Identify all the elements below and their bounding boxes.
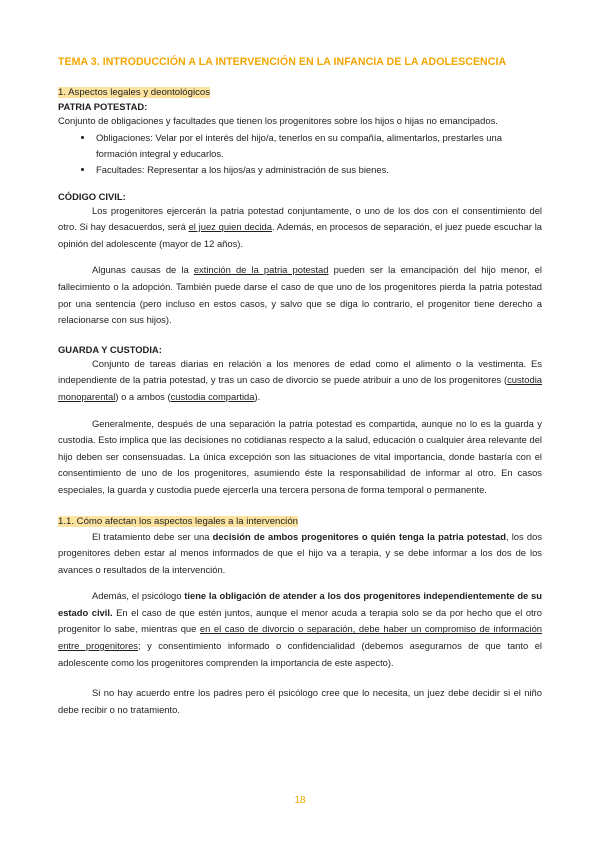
patria-potestad-heading: PATRIA POTESTAD: [58,101,148,112]
guarda-custodia-paragraph-1 [58,356,542,406]
bold-text: tiene la obligación de atender a los dos progenitores independientemente de su estado civil. [58,590,542,618]
text-span: ) o a ambos ( [115,390,171,402]
page-number: 18 [294,795,306,806]
underlined-text: extinción de la patria potestad [193,264,329,276]
bullet-obligaciones: • Obligaciones: Velar por el interés del hijo/a, tenerlos en su compañía, alimentarlos, prestarles una formación integral y educarlos. [94,130,542,162]
underlined-text: custodia compartida [170,390,255,402]
subsection-heading-text: 1.1. Cómo afectan los aspectos legales a la intervención [58,515,298,527]
text-span: ). [254,390,261,402]
text-span: Algunas causas de la [92,264,194,276]
text-span: El tratamiento debe ser una [92,530,213,542]
text-span: Además, el psicólogo [92,590,185,602]
document-title: TEMA 3. INTRODUCCIÓN A LA INTERVENCIÓN EN LA INFANCIA DE LA ADOLESCENCIA [58,56,507,68]
section-heading [58,84,542,100]
intervencion-paragraph-1 [58,529,542,579]
codigo-civil-paragraph-2 [58,262,542,328]
text-span: En el caso de que estén juntos, aunque el menor acuda a terapia solo se da por hecho que el otro progenitor lo sabe, mientras que [58,606,542,635]
bullet-facultades: • Facultades: Representar a los hijos/as y administración de sus bienes. [94,162,542,178]
document-page [58,56,542,718]
bold-text: decisión de ambos progenitores o quién tenga la patria potestad [212,530,506,542]
text-span: Conjunto de tareas diarias en relación a los menores de edad como el alimento o la vestimenta. Es independiente de la patria potestad, y tras un caso de divorcio se puede atribuir a uno de los progenitores ( [58,357,542,386]
intervencion-paragraph-3: Si no hay acuerdo entre los padres pero él psicólogo cree que lo necesita, un juez debe decidir si el niño debe recibir o no tratamiento. [58,687,542,715]
codigo-civil-heading: CÓDIGO CIVIL: [58,190,126,202]
codigo-civil-paragraph-1 [58,203,542,253]
guarda-custodia-paragraph-2: Generalmente, después de una separación la patria potestad es compartida, aunque no lo es la guarda y custodia. Esto implica que las decisiones no cotidianas respecto a la salud, educación o cualquier área relevante del hijo deben ser consensuadas. La única excepción son las situaciones de vital importancia, donde bastaría con el consentimiento de uno de los progenitores, asumiendo éste la responsabilidad de informar al otro. En casos especiales, la guarda y custodia puede ejercerla una tercera persona de forma temporal o permanente. [58,417,542,495]
underlined-text: el juez quien decida [188,221,272,233]
subsection-heading [58,513,542,529]
text-span: pueden ser la emancipación del hijo menor, el fallecimiento o la adopción. También puede darse el caso de que uno de los progenitores pierda la patria potestad por una sentencia (pero incluso en estos casos, y salvo que se diga lo contrario, el progenitor tiene derecho a relacionarse con sus hijos). [58,264,543,326]
guarda-custodia-heading: GUARDA Y CUSTODIA: [58,343,162,355]
text-span: , los dos progenitores deben estar al menos informados de que el hijo va a terapia, y se debe informar a los dos de los avances o resultados de la intervención. [58,530,543,575]
underlined-text: en el caso de divorcio o separación, debe haber un compromiso de información entre progenitores [58,623,542,652]
patria-bullet-list [58,130,542,178]
section-heading-text: 1. Aspectos legales y deontológicos [58,87,211,98]
patria-potestad-intro: Conjunto de obligaciones y facultades que tienen los progenitores sobre los hijos o hijas no emancipados. [58,115,498,126]
text-span: ; y consentimiento informado o confidencialidad (debemos asegurarnos de que tanto el adolescente como los progenitores comprenden la importancia de este aspecto). [58,640,542,668]
intervencion-paragraph-2 [58,588,542,671]
text-span: . Además, en procesos de separación, el juez puede escuchar la opinión del adolescente (mayor de 12 años). [58,221,542,249]
text-span: Los progenitores ejercerán la patria potestad conjuntamente, o uno de los dos con el consentimiento del otro. Si hay desacuerdos, será [58,204,542,233]
underlined-text: custodia monoparental [58,374,542,402]
